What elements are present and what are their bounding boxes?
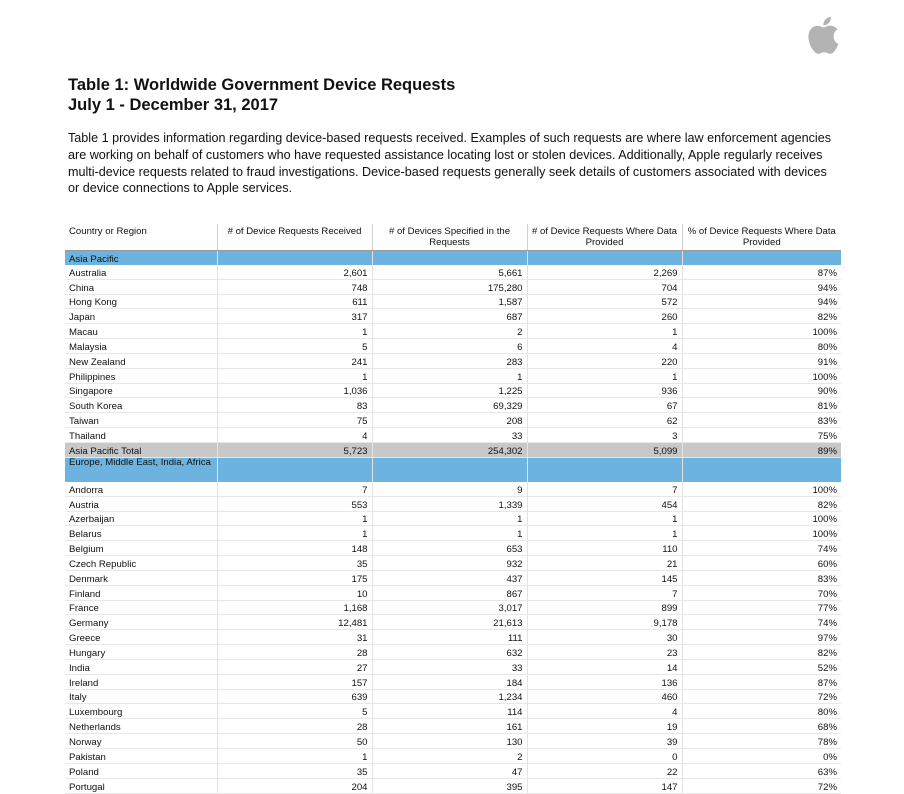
data-provided-cell: 4	[527, 704, 682, 719]
requests-received-cell: 1	[217, 511, 372, 526]
table-row	[65, 428, 841, 443]
percent-provided-cell: 75%	[682, 428, 841, 443]
requests-received-cell: 241	[217, 353, 372, 368]
country-cell: Greece	[65, 630, 217, 645]
requests-received-cell: 639	[217, 689, 372, 704]
requests-received-cell: 1,168	[217, 600, 372, 615]
requests-received-cell: 157	[217, 674, 372, 689]
device-requests-table	[65, 224, 841, 794]
percent-provided-cell: 63%	[682, 763, 841, 778]
data-provided-cell: 704	[527, 279, 682, 294]
requests-received-cell: 204	[217, 778, 372, 793]
requests-received-cell: 1	[217, 749, 372, 764]
table-row	[65, 689, 841, 704]
document-title	[68, 75, 455, 115]
percent-provided-cell: 52%	[682, 659, 841, 674]
percent-provided-cell: 87%	[682, 674, 841, 689]
data-provided-cell: 4	[527, 339, 682, 354]
devices-specified-cell: 1	[372, 526, 527, 541]
country-cell: Italy	[65, 689, 217, 704]
devices-specified-cell: 395	[372, 778, 527, 793]
table-row	[65, 339, 841, 354]
percent-provided-cell: 80%	[682, 704, 841, 719]
col-header-country: Country or Region	[65, 224, 217, 251]
data-provided-cell: 2,269	[527, 265, 682, 279]
requests-received-cell: 31	[217, 630, 372, 645]
country-cell: Thailand	[65, 428, 217, 443]
data-provided-cell: 136	[527, 674, 682, 689]
percent-provided-cell: 90%	[682, 383, 841, 398]
table-header-row	[65, 224, 841, 251]
devices-specified-cell: 932	[372, 556, 527, 571]
data-provided-cell: 899	[527, 600, 682, 615]
region-row-emea	[65, 457, 841, 482]
percent-provided-cell: 100%	[682, 526, 841, 541]
region-row-asia-pacific	[65, 251, 841, 265]
country-cell: Japan	[65, 309, 217, 324]
col-header-requests-received: # of Device Requests Received	[217, 224, 372, 251]
percent-provided-cell: 78%	[682, 734, 841, 749]
country-cell: Norway	[65, 734, 217, 749]
title-line-1: Table 1: Worldwide Government Device Requests	[68, 76, 456, 94]
requests-received-cell: 5,723	[217, 442, 372, 457]
percent-provided-cell: 94%	[682, 294, 841, 309]
country-cell: Hungary	[65, 645, 217, 660]
devices-specified-cell: 2	[372, 324, 527, 339]
data-provided-cell: 22	[527, 763, 682, 778]
country-cell: Azerbaijan	[65, 511, 217, 526]
region-label: Asia Pacific	[65, 251, 217, 265]
percent-provided-cell: 81%	[682, 398, 841, 413]
col-header-percent-provided: % of Device Requests Where Data Provided	[682, 224, 841, 251]
devices-specified-cell: 1,225	[372, 383, 527, 398]
data-provided-cell: 14	[527, 659, 682, 674]
requests-received-cell: 2,601	[217, 265, 372, 279]
table-row	[65, 398, 841, 413]
data-provided-cell: 454	[527, 496, 682, 511]
table-row	[65, 541, 841, 556]
devices-specified-cell: 114	[372, 704, 527, 719]
requests-received-cell: 1	[217, 368, 372, 383]
table-row	[65, 496, 841, 511]
country-cell: Netherlands	[65, 719, 217, 734]
country-cell: Taiwan	[65, 413, 217, 428]
table-row	[65, 763, 841, 778]
country-cell: Asia Pacific Total	[65, 442, 217, 457]
table-row	[65, 309, 841, 324]
devices-specified-cell: 1	[372, 511, 527, 526]
requests-received-cell: 28	[217, 719, 372, 734]
table-row	[65, 279, 841, 294]
country-cell: Macau	[65, 324, 217, 339]
country-cell: Finland	[65, 585, 217, 600]
percent-provided-cell: 94%	[682, 279, 841, 294]
percent-provided-cell: 80%	[682, 339, 841, 354]
table-row	[65, 719, 841, 734]
percent-provided-cell: 97%	[682, 630, 841, 645]
data-provided-cell: 7	[527, 482, 682, 496]
country-cell: Ireland	[65, 674, 217, 689]
country-cell: New Zealand	[65, 353, 217, 368]
requests-received-cell: 35	[217, 763, 372, 778]
percent-provided-cell: 60%	[682, 556, 841, 571]
country-cell: Portugal	[65, 778, 217, 793]
percent-provided-cell: 82%	[682, 645, 841, 660]
percent-provided-cell: 74%	[682, 541, 841, 556]
data-provided-cell: 39	[527, 734, 682, 749]
data-provided-cell: 460	[527, 689, 682, 704]
data-provided-cell: 9,178	[527, 615, 682, 630]
table-row	[65, 265, 841, 279]
percent-provided-cell: 0%	[682, 749, 841, 764]
col-header-data-provided: # of Device Requests Where Data Provided	[527, 224, 682, 251]
country-cell: Poland	[65, 763, 217, 778]
table-row	[65, 585, 841, 600]
region-label: Europe, Middle East, India, Africa	[65, 457, 217, 482]
devices-specified-cell: 437	[372, 570, 527, 585]
requests-received-cell: 83	[217, 398, 372, 413]
devices-specified-cell: 69,329	[372, 398, 527, 413]
data-provided-cell: 936	[527, 383, 682, 398]
table-row	[65, 324, 841, 339]
requests-received-cell: 27	[217, 659, 372, 674]
data-provided-cell: 3	[527, 428, 682, 443]
devices-specified-cell: 254,302	[372, 442, 527, 457]
table-row	[65, 674, 841, 689]
country-cell: France	[65, 600, 217, 615]
table-row	[65, 556, 841, 571]
requests-received-cell: 1,036	[217, 383, 372, 398]
requests-received-cell: 7	[217, 482, 372, 496]
country-cell: Czech Republic	[65, 556, 217, 571]
apple-logo-icon	[804, 14, 840, 56]
percent-provided-cell: 83%	[682, 570, 841, 585]
table-row	[65, 570, 841, 585]
requests-received-cell: 1	[217, 526, 372, 541]
requests-received-cell: 28	[217, 645, 372, 660]
requests-received-cell: 553	[217, 496, 372, 511]
requests-received-cell: 10	[217, 585, 372, 600]
devices-specified-cell: 1,339	[372, 496, 527, 511]
data-provided-cell: 145	[527, 570, 682, 585]
devices-specified-cell: 33	[372, 428, 527, 443]
country-cell: Andorra	[65, 482, 217, 496]
devices-specified-cell: 1,234	[372, 689, 527, 704]
percent-provided-cell: 72%	[682, 778, 841, 793]
table-row	[65, 734, 841, 749]
requests-received-cell: 75	[217, 413, 372, 428]
percent-provided-cell: 82%	[682, 496, 841, 511]
devices-specified-cell: 283	[372, 353, 527, 368]
requests-received-cell: 5	[217, 339, 372, 354]
devices-specified-cell: 21,613	[372, 615, 527, 630]
data-provided-cell: 1	[527, 324, 682, 339]
percent-provided-cell: 100%	[682, 511, 841, 526]
data-provided-cell: 0	[527, 749, 682, 764]
devices-specified-cell: 33	[372, 659, 527, 674]
country-cell: Denmark	[65, 570, 217, 585]
devices-specified-cell: 161	[372, 719, 527, 734]
devices-specified-cell: 47	[372, 763, 527, 778]
data-provided-cell: 23	[527, 645, 682, 660]
requests-received-cell: 148	[217, 541, 372, 556]
devices-specified-cell: 632	[372, 645, 527, 660]
requests-received-cell: 5	[217, 704, 372, 719]
intro-paragraph: Table 1 provides information regarding device-based requests received. Examples of such requests are where law enforcement agencies are working on behalf of customers who have requested assistance locating lost or stolen devices. Additionally, Apple regularly receives multi-device requests related to fraud investigations. Device-based requests generally seek details of customers associated with devices or device connections to Apple services.	[68, 131, 832, 196]
requests-received-cell: 12,481	[217, 615, 372, 630]
data-provided-cell: 260	[527, 309, 682, 324]
country-cell: South Korea	[65, 398, 217, 413]
country-cell: India	[65, 659, 217, 674]
country-cell: Singapore	[65, 383, 217, 398]
country-cell: Australia	[65, 265, 217, 279]
devices-specified-cell: 111	[372, 630, 527, 645]
devices-specified-cell: 130	[372, 734, 527, 749]
devices-specified-cell: 2	[372, 749, 527, 764]
percent-provided-cell: 89%	[682, 442, 841, 457]
requests-received-cell: 4	[217, 428, 372, 443]
data-provided-cell: 5,099	[527, 442, 682, 457]
data-provided-cell: 19	[527, 719, 682, 734]
requests-received-cell: 611	[217, 294, 372, 309]
percent-provided-cell: 83%	[682, 413, 841, 428]
requests-received-cell: 35	[217, 556, 372, 571]
country-cell: Pakistan	[65, 749, 217, 764]
table-row	[65, 645, 841, 660]
data-provided-cell: 67	[527, 398, 682, 413]
table-row	[65, 615, 841, 630]
percent-provided-cell: 68%	[682, 719, 841, 734]
percent-provided-cell: 82%	[682, 309, 841, 324]
table-row	[65, 482, 841, 496]
data-provided-cell: 1	[527, 526, 682, 541]
percent-provided-cell: 100%	[682, 482, 841, 496]
table-row	[65, 383, 841, 398]
requests-received-cell: 317	[217, 309, 372, 324]
table-row	[65, 630, 841, 645]
devices-specified-cell: 5,661	[372, 265, 527, 279]
col-header-devices-specified: # of Devices Specified in the Requests	[372, 224, 527, 251]
table-row	[65, 353, 841, 368]
country-cell: Germany	[65, 615, 217, 630]
data-provided-cell: 1	[527, 368, 682, 383]
data-provided-cell: 110	[527, 541, 682, 556]
table-row	[65, 600, 841, 615]
percent-provided-cell: 100%	[682, 324, 841, 339]
devices-specified-cell: 867	[372, 585, 527, 600]
devices-specified-cell: 208	[372, 413, 527, 428]
percent-provided-cell: 77%	[682, 600, 841, 615]
country-cell: Philippines	[65, 368, 217, 383]
country-cell: Luxembourg	[65, 704, 217, 719]
devices-specified-cell: 3,017	[372, 600, 527, 615]
devices-specified-cell: 687	[372, 309, 527, 324]
data-provided-cell: 572	[527, 294, 682, 309]
table-row	[65, 659, 841, 674]
data-provided-cell: 30	[527, 630, 682, 645]
requests-received-cell: 50	[217, 734, 372, 749]
percent-provided-cell: 70%	[682, 585, 841, 600]
requests-received-cell: 1	[217, 324, 372, 339]
devices-specified-cell: 653	[372, 541, 527, 556]
table-row	[65, 511, 841, 526]
requests-received-cell: 748	[217, 279, 372, 294]
title-line-2: July 1 - December 31, 2017	[68, 96, 279, 114]
percent-provided-cell: 74%	[682, 615, 841, 630]
devices-specified-cell: 1	[372, 368, 527, 383]
percent-provided-cell: 91%	[682, 353, 841, 368]
total-row-asia-pacific	[65, 442, 841, 457]
devices-specified-cell: 184	[372, 674, 527, 689]
country-cell: Belgium	[65, 541, 217, 556]
requests-received-cell: 175	[217, 570, 372, 585]
devices-specified-cell: 9	[372, 482, 527, 496]
percent-provided-cell: 100%	[682, 368, 841, 383]
country-cell: Austria	[65, 496, 217, 511]
percent-provided-cell: 72%	[682, 689, 841, 704]
country-cell: Belarus	[65, 526, 217, 541]
country-cell: China	[65, 279, 217, 294]
table-row	[65, 368, 841, 383]
table-row	[65, 778, 841, 793]
data-provided-cell: 147	[527, 778, 682, 793]
data-provided-cell: 62	[527, 413, 682, 428]
devices-specified-cell: 1,587	[372, 294, 527, 309]
table-row	[65, 526, 841, 541]
data-provided-cell: 1	[527, 511, 682, 526]
country-cell: Malaysia	[65, 339, 217, 354]
data-provided-cell: 220	[527, 353, 682, 368]
devices-specified-cell: 6	[372, 339, 527, 354]
data-provided-cell: 7	[527, 585, 682, 600]
data-provided-cell: 21	[527, 556, 682, 571]
percent-provided-cell: 87%	[682, 265, 841, 279]
country-cell: Hong Kong	[65, 294, 217, 309]
table-body	[65, 251, 841, 794]
table-row	[65, 413, 841, 428]
table-row	[65, 704, 841, 719]
table-row	[65, 749, 841, 764]
table-row	[65, 294, 841, 309]
devices-specified-cell: 175,280	[372, 279, 527, 294]
